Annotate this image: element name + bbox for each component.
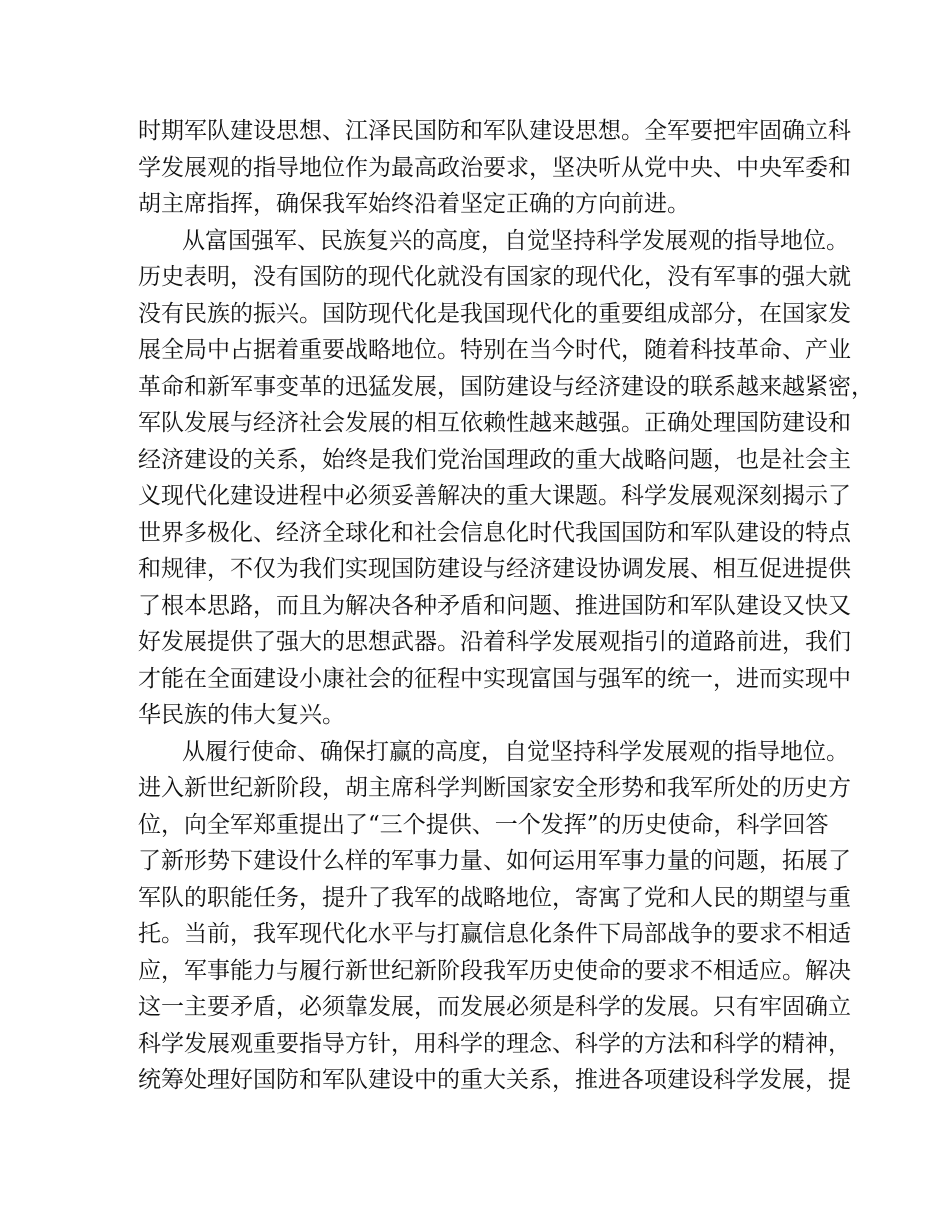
text-line: 军队发展与经济社会发展的相互依赖性越来越强。正确处理国防建设和 xyxy=(138,410,851,436)
text-line: 学发展观的指导地位作为最高政治要求，坚决听从党中央、中央军委和 xyxy=(138,154,851,181)
text-line: 好发展提供了强大的思想武器。沿着科学发展观指引的道路前进，我们 xyxy=(138,629,851,655)
text-line: 位，向全军郑重提出了“三个提供、一个发挥”的历史使命，科学回答 xyxy=(138,811,829,838)
text-line: 托。当前，我军现代化水平与打赢信息化条件下局部战争的要求不相适 xyxy=(138,921,851,947)
text-line: 世界多极化、经济全球化和社会信息化时代我国国防和军队建设的特点 xyxy=(138,519,851,546)
text-line: 胡主席指挥，确保我军始终沿着坚定正确的方向前进。 xyxy=(138,191,690,217)
text-line: 了根本思路，而且为解决各种矛盾和问题、推进国防和军队建设又快又 xyxy=(138,592,851,619)
text-line: 经济建设的关系，始终是我们党治国理政的重大战略问题，也是社会主 xyxy=(138,446,851,473)
paragraph-3 xyxy=(138,734,851,1099)
paragraph-1 xyxy=(138,113,851,223)
text-line: 历史表明，没有国防的现代化就没有国家的现代化，没有军事的强大就 xyxy=(138,264,851,290)
text-line: 时期军队建设思想、江泽民国防和军队建设思想。全军要把牢固确立科 xyxy=(138,118,851,144)
text-line: 没有民族的振兴。国防现代化是我国现代化的重要组成部分，在国家发 xyxy=(138,300,851,327)
text-line: 了新形势下建设什么样的军事力量、如何运用军事力量的问题，拓展了 xyxy=(138,848,851,874)
text-line: 军队的职能任务，提升了我军的战略地位，寄寓了党和人民的期望与重 xyxy=(138,884,851,911)
document-body xyxy=(138,113,874,1099)
text-line: 从富国强军、民族复兴的高度，自觉坚持科学发展观的指导地位。 xyxy=(182,227,849,254)
text-line: 应，军事能力与履行新世纪新阶段我军历史使命的要求不相适应。解决 xyxy=(138,957,851,984)
text-line: 展全局中占据着重要战略地位。特别在当今时代，随着科技革命、产业 xyxy=(138,337,851,363)
text-line: 从履行使命、确保打赢的高度，自觉坚持科学发展观的指导地位。 xyxy=(182,738,849,765)
text-line: 革命和新军事变革的迅猛发展，国防建设与经济建设的联系越来越紧密， xyxy=(138,373,874,400)
paragraph-2 xyxy=(138,223,874,734)
text-line: 和规律，不仅为我们实现国防建设与经济建设协调发展、相互促进提供 xyxy=(138,556,851,582)
text-line: 这一主要矛盾，必须靠发展，而发展必须是科学的发展。只有牢固确立 xyxy=(138,994,851,1020)
text-line: 统筹处理好国防和军队建设中的重大关系，推进各项建设科学发展，提 xyxy=(138,1067,851,1093)
text-line: 华民族的伟大复兴。 xyxy=(138,702,345,728)
text-line: 进入新世纪新阶段，胡主席科学判断国家安全形势和我军所处的历史方 xyxy=(138,775,851,801)
text-line: 义现代化建设进程中必须妥善解决的重大课题。科学发展观深刻揭示了 xyxy=(138,483,851,509)
text-line: 才能在全面建设小康社会的征程中实现富国与强军的统一，进而实现中 xyxy=(138,665,851,692)
text-line: 科学发展观重要指导方针，用科学的理念、科学的方法和科学的精神， xyxy=(138,1030,851,1057)
